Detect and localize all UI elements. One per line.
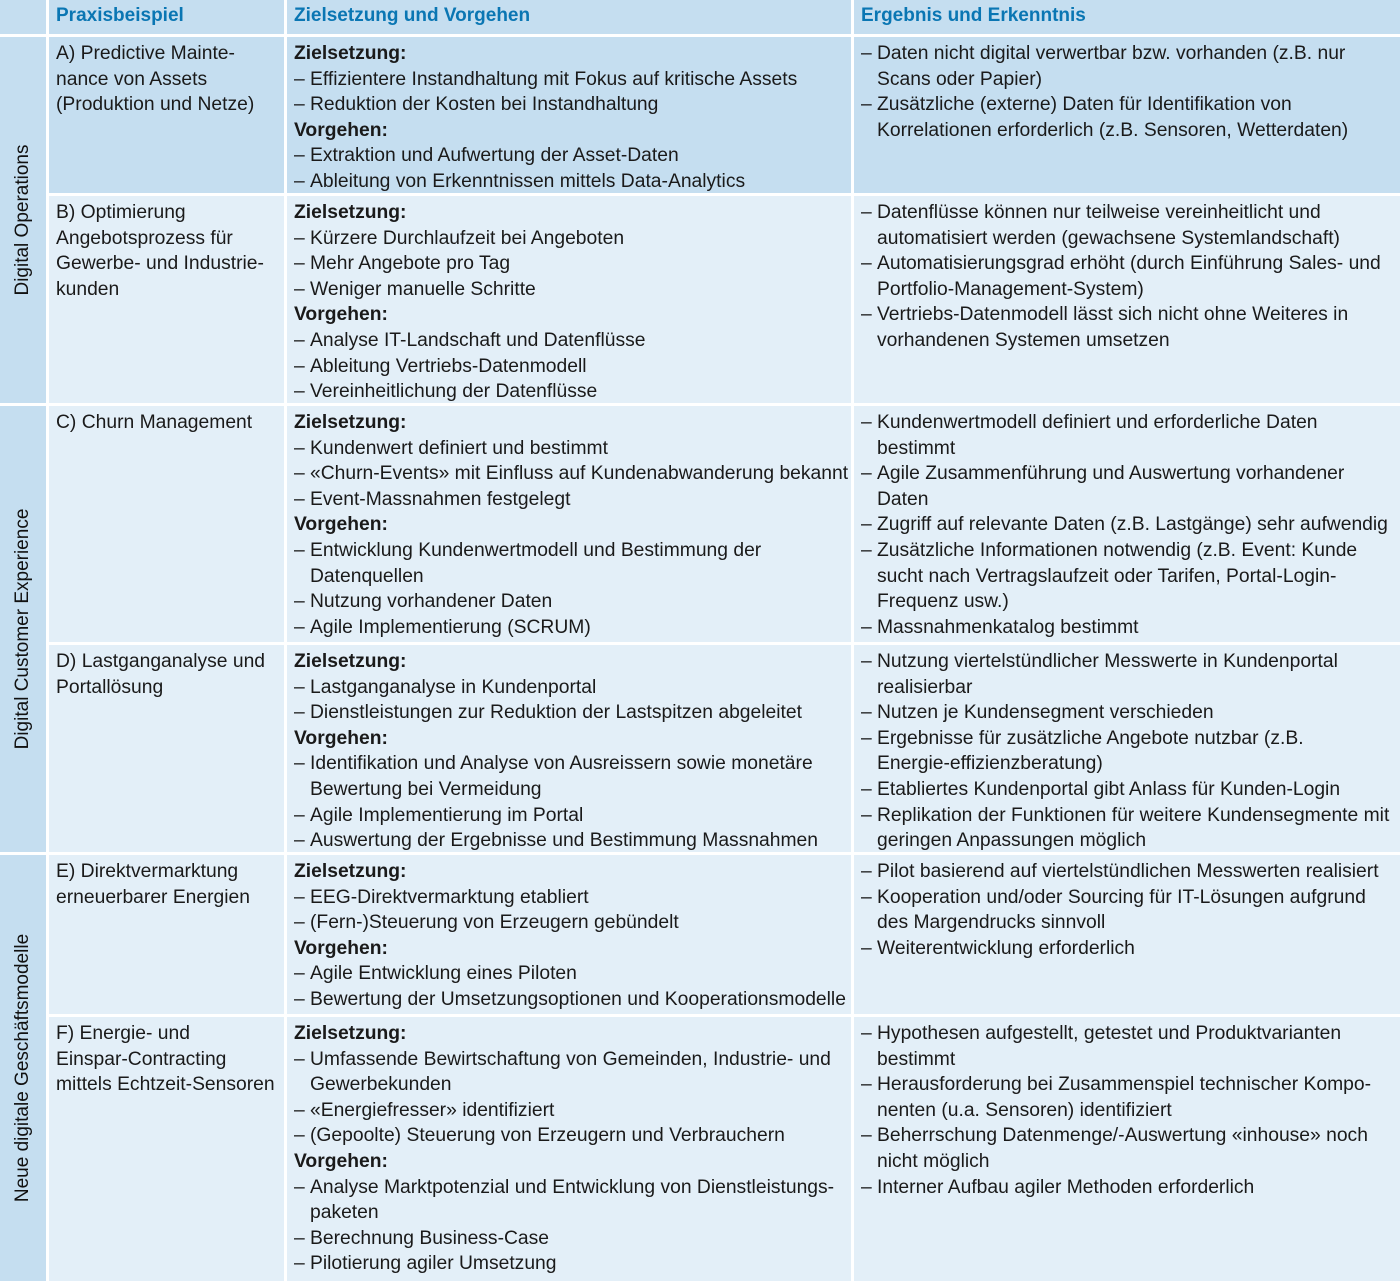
cell-praxis [49,406,284,642]
bullet-item-continuation: bestimmt [877,1048,956,1070]
bullet-text: Vereinheitlichung der Datenflüsse [310,381,598,403]
zielsetzung-label: Zielsetzung: [294,412,407,433]
bullet-item [294,751,851,777]
bullet-text: Nutzung vorhandener Daten [310,591,553,613]
bullet-item [861,1072,1400,1098]
bullet-item-continuation: Scans oder Papier) [877,68,1043,90]
vorgehen-label: Vorgehen: [294,304,388,326]
bullet-item [294,92,851,118]
vorgehen-label: Vorgehen: [294,727,388,749]
cell-ergebnis [854,645,1400,852]
bullet-item-continuation: nicht möglich [877,1150,990,1172]
bullet-item [294,615,851,641]
bullet-item-continuation: Energie-effizienzberatung) [877,753,1103,775]
dash-marker: – [294,702,305,724]
bullet-item-continuation: realisierbar [877,676,973,698]
dash-marker: – [294,1176,305,1198]
bullet-text: Lastganganalyse in Kundenportal [310,676,597,698]
dash-marker: – [861,1176,872,1198]
bullet-text: Pilotierung agiler Umsetzung [310,1253,557,1275]
bullet-item [294,1226,851,1252]
cell-ergebnis [854,196,1400,403]
dash-marker: – [294,355,305,377]
bullet-item [294,961,851,987]
praxis-title-line: (Produktion und Netze) [56,94,255,116]
group-label: Digital Customer Experience [12,508,33,750]
dash-marker: – [861,43,872,64]
bullet-text: Kundenwert definiert und bestimmt [310,437,608,459]
bullet-item-continuation: Frequenz usw.) [877,591,1009,613]
bullet-text: Weniger manuelle Schritte [310,278,536,300]
bullet-item [294,885,851,911]
zielsetzung-label: Zielsetzung: [294,861,407,882]
bullet-item [294,354,851,380]
bullet-item [294,226,851,252]
header-zielsetzung [287,0,851,34]
bullet-item [861,803,1400,829]
dash-marker: – [294,1253,305,1275]
group-digital-customer-experience [0,406,46,852]
bullet-text: Herausforderung bei Zusammenspiel technischer Kompo- [877,1074,1372,1096]
dash-marker: – [294,1125,305,1147]
praxis-title-line: nance von Assets [56,68,208,90]
group-label: Neue digitale Geschäftsmodelle [12,933,33,1203]
bullet-item [294,700,851,726]
vorgehen-label: Vorgehen: [294,937,388,959]
bullet-text: Beherrschung Datenmenge/-Auswertung «inhouse» noch [877,1125,1368,1147]
bullet-text: Zusätzliche (externe) Daten für Identifikation von [877,94,1292,116]
zielsetzung-label: Zielsetzung: [294,651,407,672]
praxis-title-line: Einspar-Contracting [56,1048,227,1070]
bullet-item [861,936,1400,962]
bullet-text: Agile Implementierung im Portal [310,804,584,826]
bullet-text: Etabliertes Kundenportal gibt Anlass für Kunden-Login [877,778,1341,800]
bullet-text: Hypothesen aufgestellt, getestet und Produktvarianten [877,1023,1342,1044]
bullet-text: Interner Aufbau agiler Methoden erforderlich [877,1176,1255,1198]
bullet-text: Agile Zusammenführung und Auswertung vorhandener [877,463,1345,485]
bullet-item [861,200,1400,226]
bullet-text: Pilot basierend auf viertelstündlichen Messwerten realisiert [877,861,1379,882]
bullet-item-continuation: automatisiert werden (gewachsene Systemlandschaft) [877,227,1340,249]
group-label: Digital Operations [12,144,33,296]
bullet-item-continuation: Gewerbekunden [310,1074,452,1096]
dash-marker: – [861,1074,872,1096]
bullet-text: Entwicklung Kundenwertmodell und Bestimmung der [310,539,762,561]
bullet-item [294,487,851,513]
bullet-item [294,277,851,303]
dash-marker: – [294,963,305,985]
bullet-item-continuation: Datenquellen [310,565,424,587]
bullet-item [861,41,1400,67]
bullet-text: Reduktion der Kosten bei Instandhaltung [310,94,659,116]
bullet-text: Dienstleistungen zur Reduktion der Lastspitzen abgeleitet [310,702,802,724]
bullet-item [861,649,1400,675]
dash-marker: – [294,170,305,192]
bullet-text: Analyse Marktpotenzial und Entwicklung von Dienstleistungs- [310,1176,835,1198]
praxis-title-line: Angebotsprozess für [56,227,233,249]
bullet-text: Vertriebs-Datenmodell lässt sich nicht ohne Weiteres in [877,304,1349,326]
vorgehen-label: Vorgehen: [294,1150,388,1172]
dash-marker: – [861,1125,872,1147]
bullet-text: Event-Massnahmen festgelegt [310,488,571,510]
bullet-item [861,461,1400,487]
zielsetzung-label: Zielsetzung: [294,202,407,223]
bullet-item [294,910,851,936]
bullet-text: Extraktion und Aufwertung der Asset-Daten [310,145,679,167]
praxis-title-line: F) Energie- und [56,1023,190,1044]
praxis-title-line: kunden [56,278,120,300]
header-ergebnis-label: Ergebnis und Erkenntnis [861,5,1086,26]
dash-marker: – [294,1099,305,1121]
dash-marker: – [861,861,872,882]
zielsetzung-label: Zielsetzung: [294,1023,407,1044]
dash-marker: – [294,988,305,1010]
bullet-text: Zusätzliche Informationen notwendig (z.B. Event: Kunde [877,539,1358,561]
cell-praxis [49,196,284,403]
cell-ergebnis [854,855,1400,1014]
dash-marker: – [294,437,305,459]
bullet-text: Ergebnisse für zusätzliche Angebote nutzbar (z.B. [877,727,1304,749]
cell-praxis [49,645,284,852]
bullet-item [861,1123,1400,1149]
dash-marker: – [861,539,872,561]
praxis-title-line: C) Churn Management [56,412,253,433]
bullet-item [861,302,1400,328]
vorgehen-label: Vorgehen: [294,119,388,141]
praxis-title-line: Portallösung [56,676,164,698]
bullet-item-continuation: vorhandenen Systemen umsetzen [877,329,1170,351]
group-neue-digitale-geschaeftsmodelle [0,855,46,1281]
praxis-title-line: erneuerbarer Energien [56,886,251,908]
dash-marker: – [294,94,305,116]
header-zielsetzung-label: Zielsetzung und Vorgehen [294,5,531,26]
dash-marker: – [294,676,305,698]
bullet-text: EEG-Direktvermarktung etabliert [310,886,589,908]
bullet-text: Berechnung Business-Case [310,1227,550,1249]
bullet-text: Umfassende Bewirtschaftung von Gemeinden, Industrie- und [310,1048,831,1070]
bullet-item [861,777,1400,803]
bullet-item [861,92,1400,118]
bullet-text: Nutzen je Kundensegment verschieden [877,702,1214,724]
bullet-item [861,726,1400,752]
dash-marker: – [294,616,305,638]
bullet-item [294,436,851,462]
bullet-item [294,1251,851,1277]
cell-ziel [287,406,851,642]
bullet-item-continuation: paketen [310,1202,379,1224]
bullet-item [294,1098,851,1124]
bullet-text: Weiterentwicklung erforderlich [877,937,1135,959]
dash-marker: – [294,488,305,510]
bullet-item [861,251,1400,277]
dash-marker: – [294,753,305,775]
dash-marker: – [861,886,872,908]
bullet-item [294,379,851,403]
bullet-text: Ableitung Vertriebs-Datenmodell [310,355,587,377]
header-corner [0,0,46,34]
dash-marker: – [294,463,305,485]
bullet-item [294,251,851,277]
bullet-text: (Fern-)Steuerung von Erzeugern gebündelt [310,912,679,934]
bullet-text: (Gepoolte) Steuerung von Erzeugern und Verbrauchern [310,1125,785,1147]
dash-marker: – [294,830,305,852]
bullet-item [294,169,851,193]
bullet-item [861,1021,1400,1047]
dash-marker: – [294,804,305,826]
bullet-item [861,615,1400,641]
dash-marker: – [294,329,305,351]
bullet-text: Mehr Angebote pro Tag [310,253,511,275]
dash-marker: – [294,1227,305,1249]
cell-praxis [49,855,284,1014]
cell-ziel [287,196,851,403]
cell-ergebnis [854,37,1400,193]
dash-marker: – [861,778,872,800]
bullet-item [294,67,851,93]
dash-marker: – [294,227,305,249]
bullet-item [294,461,851,487]
dash-marker: – [294,145,305,167]
header-ergebnis [854,0,1400,34]
bullet-item-continuation: Portfolio-Management-System) [877,278,1144,300]
dash-marker: – [861,727,872,749]
dash-marker: – [294,253,305,275]
bullet-item [861,859,1400,885]
dash-marker: – [861,412,872,433]
header-praxisbeispiel [49,0,284,34]
dash-marker: – [861,804,872,826]
cell-ziel [287,1017,851,1281]
bullet-text: Bewertung der Umsetzungsoptionen und Kooperationsmodelle [310,988,846,1010]
dash-marker: – [294,912,305,934]
cell-ergebnis [854,406,1400,642]
dash-marker: – [294,381,305,403]
bullet-item [294,1047,851,1073]
dash-marker: – [861,253,872,275]
group-digital-operations [0,37,46,403]
cell-ziel [287,855,851,1014]
zielsetzung-label: Zielsetzung: [294,43,407,64]
bullet-text: Massnahmenkatalog bestimmt [877,616,1139,638]
praxis-title-line: Gewerbe- und Industrie- [56,253,264,275]
bullet-text: Effizientere Instandhaltung mit Fokus auf kritische Assets [310,68,798,90]
bullet-text: Identifikation und Analyse von Ausreissern sowie monetäre [310,753,813,775]
praxis-title-line: D) Lastganganalyse und [56,651,266,672]
bullet-item [294,1175,851,1201]
bullet-item [294,803,851,829]
dash-marker: – [861,94,872,116]
dash-marker: – [861,937,872,959]
bullet-item [861,700,1400,726]
bullet-item [861,885,1400,911]
bullet-text: Nutzung viertelstündlicher Messwerte in Kundenportal [877,651,1338,672]
dash-marker: – [861,651,872,672]
dash-marker: – [861,202,872,223]
bullet-text: Datenflüsse können nur teilweise vereinheitlicht und [877,202,1321,223]
bullet-text: Analyse IT-Landschaft und Datenflüsse [310,329,646,351]
cell-ziel [287,37,851,193]
praxis-title-line: mittels Echtzeit-Sensoren [56,1074,275,1096]
dash-marker: – [861,514,872,536]
bullet-text: Agile Implementierung (SCRUM) [310,616,591,638]
dash-marker: – [861,1023,872,1044]
dash-marker: – [861,463,872,485]
header-praxisbeispiel-label: Praxisbeispiel [56,5,184,26]
bullet-text: Kooperation und/oder Sourcing für IT-Lösungen aufgrund [877,886,1366,908]
bullet-item [294,1123,851,1149]
dash-marker: – [861,702,872,724]
cell-praxis [49,1017,284,1281]
bullet-item [294,328,851,354]
dash-marker: – [294,539,305,561]
bullet-item-continuation: nenten (u.a. Sensoren) identifiziert [877,1099,1172,1121]
dash-marker: – [294,1048,305,1070]
bullet-item [294,828,851,852]
bullet-item [294,675,851,701]
praxis-title-line: A) Predictive Mainte- [56,43,235,64]
bullet-text: Daten nicht digital verwertbar bzw. vorhanden (z.B. nur [877,43,1346,64]
bullet-item-continuation: sucht nach Vertragslaufzeit oder Tarifen, Portal-Login- [877,565,1337,587]
bullet-item [294,987,851,1013]
bullet-item [294,538,851,564]
bullet-item-continuation: geringen Anpassungen möglich [877,830,1147,852]
dash-marker: – [294,886,305,908]
bullet-text: Ableitung von Erkenntnissen mittels Data-Analytics [310,170,746,192]
bullet-item-continuation: bestimmt [877,437,956,459]
bullet-text: Agile Entwicklung eines Piloten [310,963,577,985]
dash-marker: – [294,68,305,90]
bullet-text: Kundenwertmodell definiert und erforderliche Daten [877,412,1318,433]
bullet-text: Kürzere Durchlaufzeit bei Angeboten [310,227,625,249]
bullet-item [294,143,851,169]
dash-marker: – [294,591,305,613]
bullet-item-continuation: Korrelationen erforderlich (z.B. Sensoren, Wetterdaten) [877,119,1349,141]
dash-marker: – [861,304,872,326]
bullet-item-continuation: Daten [877,488,929,510]
bullet-text: Zugriff auf relevante Daten (z.B. Lastgänge) sehr aufwendig [877,514,1388,536]
bullet-text: Replikation der Funktionen für weitere Kundensegmente mit [877,804,1390,826]
dash-marker: – [861,616,872,638]
vorgehen-label: Vorgehen: [294,514,388,536]
cell-praxis [49,37,284,193]
praxis-title-line: B) Optimierung [56,202,186,223]
cell-ergebnis [854,1017,1400,1281]
bullet-text: Automatisierungsgrad erhöht (durch Einführung Sales- und [877,253,1381,275]
bullet-item [861,1175,1400,1201]
dash-marker: – [294,278,305,300]
bullet-text: Auswertung der Ergebnisse und Bestimmung Massnahmen [310,830,819,852]
bullet-text: «Churn-Events» mit Einfluss auf Kundenabwanderung bekannt [310,463,849,485]
bullet-item [861,512,1400,538]
praxis-title-line: E) Direktvermarktung [56,861,239,882]
cell-ziel [287,645,851,852]
bullet-item [294,589,851,615]
bullet-item [861,538,1400,564]
bullet-item-continuation: des Margendrucks sinnvoll [877,912,1106,934]
bullet-text: «Energiefresser» identifiziert [310,1099,555,1121]
bullet-item [861,410,1400,436]
bullet-item-continuation: Bewertung bei Vermeidung [310,778,542,800]
